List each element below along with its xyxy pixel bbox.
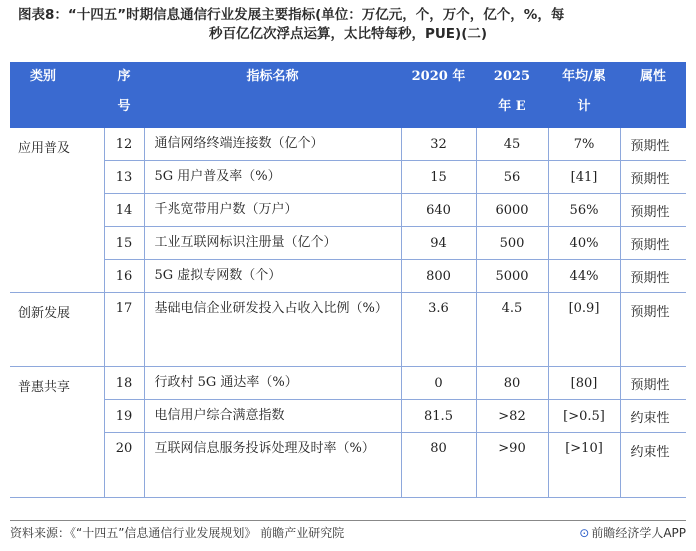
table-row <box>10 194 686 227</box>
row-attr: 约束性 <box>620 400 686 433</box>
qianzhan-logo-icon: ⊙ <box>579 526 590 540</box>
row-2025: 500 <box>476 227 548 260</box>
row-avg: [>0.5] <box>548 400 620 433</box>
indicator-table <box>10 62 686 498</box>
category-cell: 应用普及 <box>10 128 104 293</box>
title-line-2: 秒百亿亿次浮点运算，太比特每秒，PUE)(二) <box>208 26 488 42</box>
row-2020: 80 <box>401 433 476 498</box>
table-row <box>10 161 686 194</box>
row-no: 12 <box>104 128 144 161</box>
row-avg: [0.9] <box>548 293 620 367</box>
row-name: 5G 虚拟专网数（个） <box>144 260 401 293</box>
row-no: 17 <box>104 293 144 367</box>
row-2020: 0 <box>401 367 476 400</box>
row-no: 13 <box>104 161 144 194</box>
row-avg: [41] <box>548 161 620 194</box>
row-2025: 5000 <box>476 260 548 293</box>
row-2025: 56 <box>476 161 548 194</box>
header-name: 指标名称 <box>144 62 401 128</box>
row-name: 千兆宽带用户数（万户） <box>144 194 401 227</box>
footer-divider <box>10 520 686 521</box>
table-row <box>10 433 686 498</box>
row-name: 工业互联网标识注册量（亿个） <box>144 227 401 260</box>
row-name: 电信用户综合满意指数 <box>144 400 401 433</box>
header-attr: 属性 <box>620 62 686 128</box>
row-avg: 44% <box>548 260 620 293</box>
brand-name: 前瞻经济学人APP <box>591 526 686 540</box>
header-no: 序号 <box>104 62 144 128</box>
row-name: 通信网络终端连接数（亿个） <box>144 128 401 161</box>
row-no: 16 <box>104 260 144 293</box>
table-row <box>10 128 686 161</box>
row-2025: >82 <box>476 400 548 433</box>
row-2025: 45 <box>476 128 548 161</box>
row-avg: 7% <box>548 128 620 161</box>
header-2020: 2020 年 <box>401 62 476 128</box>
row-no: 18 <box>104 367 144 400</box>
table-row <box>10 400 686 433</box>
row-no: 15 <box>104 227 144 260</box>
row-attr: 预期性 <box>620 194 686 227</box>
row-avg: 56% <box>548 194 620 227</box>
row-2025: 80 <box>476 367 548 400</box>
row-2020: 81.5 <box>401 400 476 433</box>
row-2020: 15 <box>401 161 476 194</box>
row-name: 行政村 5G 通达率（%） <box>144 367 401 400</box>
source-note: 资料来源：《“十四五”信息通信行业发展规划》 前瞻产业研究院 <box>10 526 345 540</box>
row-avg: [80] <box>548 367 620 400</box>
row-2020: 640 <box>401 194 476 227</box>
row-attr: 约束性 <box>620 433 686 498</box>
row-2025: 4.5 <box>476 293 548 367</box>
header-row <box>10 62 686 128</box>
row-no: 14 <box>104 194 144 227</box>
table-row <box>10 293 686 367</box>
row-attr: 预期性 <box>620 227 686 260</box>
row-2020: 32 <box>401 128 476 161</box>
row-no: 19 <box>104 400 144 433</box>
header-2025: 2025 年 E <box>476 62 548 128</box>
table-title <box>10 6 686 44</box>
table-row <box>10 260 686 293</box>
row-2025: >90 <box>476 433 548 498</box>
row-avg: [>10] <box>548 433 620 498</box>
row-attr: 预期性 <box>620 260 686 293</box>
row-2020: 800 <box>401 260 476 293</box>
row-name: 互联网信息服务投诉处理及时率（%） <box>144 433 401 498</box>
row-attr: 预期性 <box>620 161 686 194</box>
row-name: 基础电信企业研发投入占收入比例（%） <box>144 293 401 367</box>
header-category: 类别 <box>10 62 104 128</box>
table-row <box>10 227 686 260</box>
row-no: 20 <box>104 433 144 498</box>
title-line-1: 图表8：“十四五”时期信息通信行业发展主要指标(单位：万亿元，个，万个，亿个，%，每 <box>18 7 565 23</box>
row-name: 5G 用户普及率（%） <box>144 161 401 194</box>
row-attr: 预期性 <box>620 293 686 367</box>
row-attr: 预期性 <box>620 367 686 400</box>
row-avg: 40% <box>548 227 620 260</box>
row-2025: 6000 <box>476 194 548 227</box>
table-row <box>10 367 686 400</box>
category-cell: 普惠共享 <box>10 367 104 498</box>
header-avg: 年均/累计 <box>548 62 620 128</box>
row-2020: 3.6 <box>401 293 476 367</box>
row-2020: 94 <box>401 227 476 260</box>
row-attr: 预期性 <box>620 128 686 161</box>
brand-mark <box>579 524 686 541</box>
category-cell: 创新发展 <box>10 293 104 367</box>
